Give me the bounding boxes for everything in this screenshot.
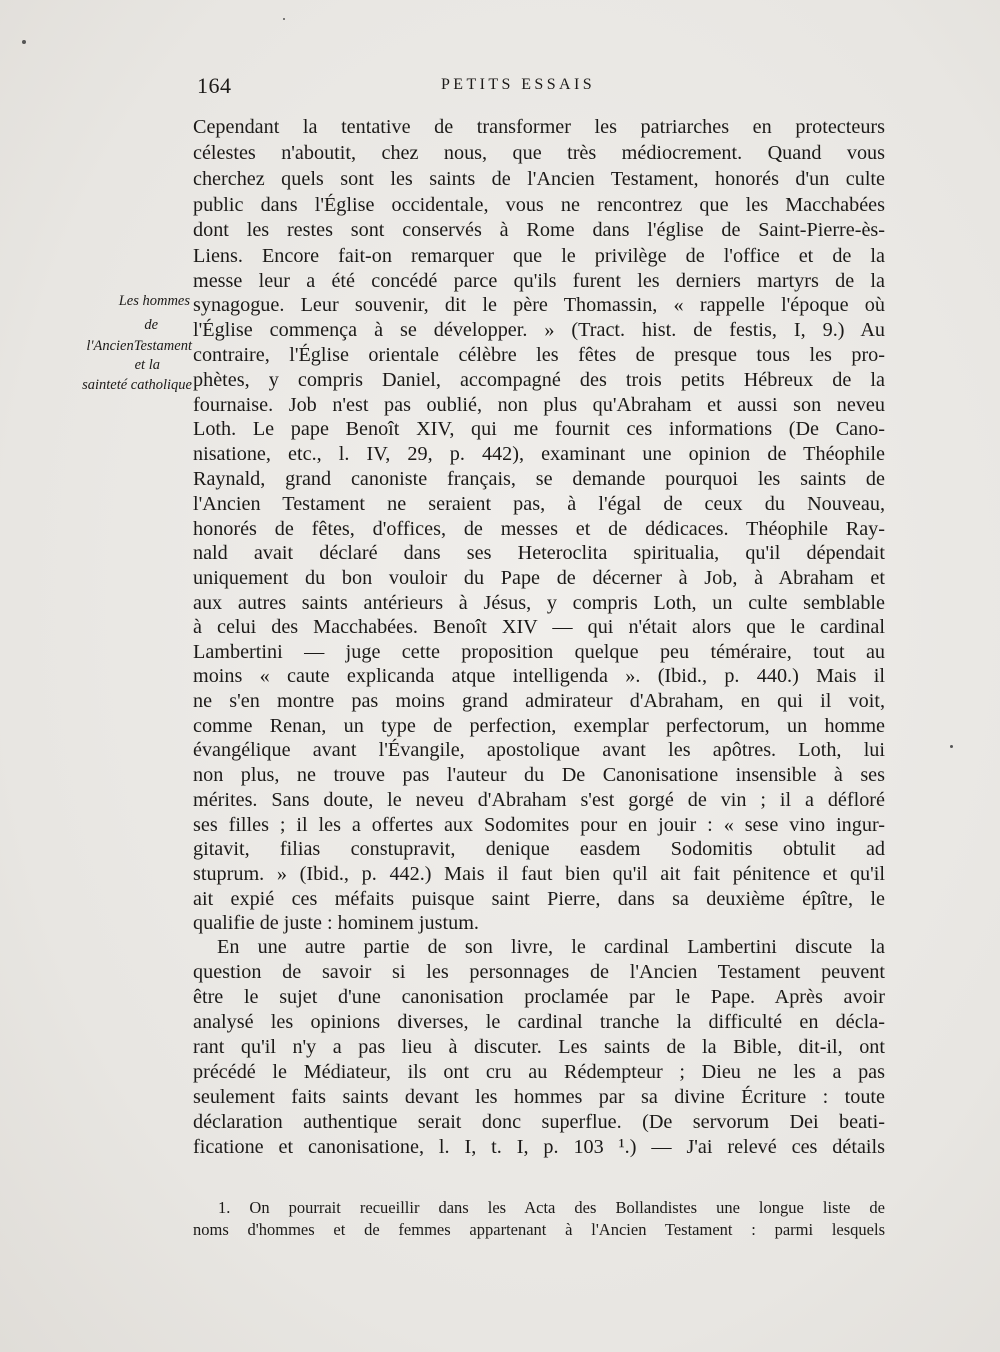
margin-note-line: l'AncienTestament [86,338,192,354]
body-line: non plus, ne trouve pas l'auteur du De Canonisatione insensible à ses [193,764,885,786]
body-line: évangélique avant l'Évangile, apostolique avant les apôtres. Loth, lui [193,739,885,761]
margin-note-line: de [144,317,158,333]
body-line: mérites. Sans doute, le neveu d'Abraham s'est gorgé de vin ; il a défloré [193,789,885,811]
body-line: public dans l'Église occidentale, vous ne rencontrez que les Macchabées [193,194,885,216]
body-line: ait expié ces méfaits puisque saint Pierre, dans sa deuxième épître, le [193,888,885,910]
body-line: nald avait déclaré dans ses Heteroclita spiritualia, qu'il dépendait [193,542,885,564]
body-line: Cependant la tentative de transformer les patriarches en protecteurs [193,116,885,138]
body-line: En une autre partie de son livre, le cardinal Lambertini discute la [217,936,885,958]
body-line: ne s'en montre pas moins grand admirateur d'Abraham, en qui il voit, [193,690,885,712]
margin-note-line: et la [134,357,160,373]
body-line: dont les restes sont conservés à Rome dans l'église de Saint-Pierre-ès- [193,219,885,241]
body-line: Lambertini — juge cette proposition quelque peu téméraire, tout au [193,641,885,663]
body-line: fournaise. Job n'est pas oublié, non plus qu'Abraham et aussi son neveu [193,394,885,416]
body-line: l'Église commença à se développer. » (Tract. hist. de festis, I, 9.) Au [193,319,885,341]
body-line: ses filles ; il les a offertes aux Sodomites pour en jouir : « sese vino ingur- [193,814,885,836]
body-line: aux autres saints antérieurs à Jésus, y compris Loth, un culte semblable [193,592,885,614]
page-number: 164 [197,73,232,98]
body-line: analysé les opinions diverses, le cardinal tranche la difficulté en décla- [193,1011,885,1033]
margin-note-line: Les hommes [118,293,190,309]
body-line: question de savoir si les personnages de l'Ancien Testament peuvent [193,961,885,983]
body-line: gitavit, filias constupravit, denique easdem Sodomitis obtulit ad [193,838,885,860]
body-line: déclaration authentique serait donc superflue. (De servorum Dei beati- [193,1111,885,1133]
body-line: célestes n'aboutit, chez nous, que très médiocrement. Quand vous [193,142,885,164]
body-line: contraire, l'Église orientale célèbre les fêtes de presque tous les pro- [193,344,885,366]
body-line: messe leur a été concédé parce qu'ils furent les derniers martyrs de la [193,270,885,292]
body-line: honorés de fêtes, d'offices, de messes et de dédicaces. Théophile Ray- [193,518,885,540]
body-line: stuprum. » (Ibid., p. 442.) Mais il faut bien qu'il ait fait pénitence et qu'il [193,863,885,885]
footnote-line: noms d'hommes et de femmes appartenant à l'Ancien Testament : parmi lesquels [193,1220,885,1239]
body-line: à celui des Macchabées. Benoît XIV — qui n'était alors que le cardinal [193,616,885,638]
footnote-line: 1. On pourrait recueillir dans les Acta des Bollandistes une longue liste de [218,1198,885,1217]
margin-note-line: sainteté catholique [82,377,192,393]
body-line: précédé le Médiateur, ils ont cru au Rédempteur ; Dieu ne les a pas [193,1061,885,1083]
body-line: cherchez quels sont les saints de l'Ancien Testament, honorés d'un culte [193,168,885,190]
dust-speck [950,745,953,748]
body-line: synagogue. Leur souvenir, dit le père Thomassin, « rappelle l'époque où [193,294,885,316]
body-line: nisatione, etc., l. IV, 29, p. 442), examinant une opinion de Théophile [193,443,885,465]
body-line: Raynald, grand canoniste français, se demande pourquoi les saints de [193,468,885,490]
body-line: rant qu'il n'y a pas lieu à discuter. Les saints de la Bible, dit-il, ont [193,1036,885,1058]
running-title: PETITS ESSAIS [441,76,595,93]
body-line: qualifie de juste : hominem justum. [193,912,479,934]
body-line: Loth. Le pape Benoît XIV, qui me fournit ces informations (De Cano- [193,418,885,440]
body-line: moins « caute explicanda atque intelligenda ». (Ibid., p. 440.) Mais il [193,665,885,687]
body-line: l'Ancien Testament ne seraient pas, à l'égal de ceux du Nouveau, [193,493,885,515]
dust-speck [283,18,285,20]
dust-speck [22,40,26,44]
body-line: Liens. Encore fait-on remarquer que le privilège de l'office et de la [193,245,885,267]
body-line: phètes, y compris Daniel, accompagné des trois petits Hébreux de la [193,369,885,391]
body-line: ficatione et canonisatione, l. I, t. I, p. 103 ¹.) — J'ai relevé ces détails [193,1136,885,1158]
body-line: seulement faits saints devant les hommes par sa divine Écriture : toute [193,1086,885,1108]
body-line: être le sujet d'une canonisation proclamée par le Pape. Après avoir [193,986,885,1008]
body-line: comme Renan, un type de perfection, exemplar perfectorum, un homme [193,715,885,737]
body-line: uniquement du bon vouloir du Pape de décerner à Job, à Abraham et [193,567,885,589]
